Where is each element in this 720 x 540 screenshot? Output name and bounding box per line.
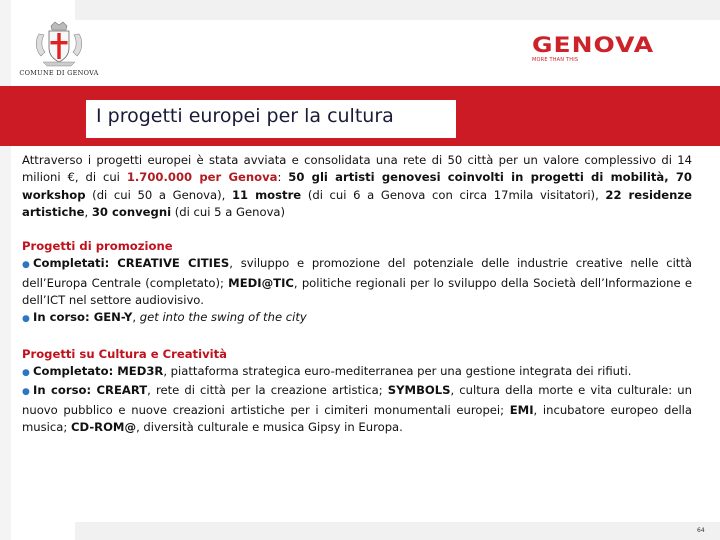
promo-bullet-2 xyxy=(22,309,692,328)
culture-b1-text: , piattaforma strategica euro-mediterranea per una gestione integrata dei rifiuti. xyxy=(163,363,632,378)
culture-bullet-2 xyxy=(22,382,692,436)
culture-b2-label2: SYMBOLS xyxy=(387,383,451,398)
coat-of-arms-icon xyxy=(33,20,85,68)
promo-b2-label: In corso: GEN-Y xyxy=(33,310,133,325)
promo-b2-italic: get into the swing of the city xyxy=(139,310,307,325)
left-decorative-strip xyxy=(0,0,11,540)
promo-heading: Progetti di promozione xyxy=(22,239,173,254)
promo-b1-text: , sviluppo e promozione del potenziale delle industrie creative nelle città dell’Europa Centrale (completato); xyxy=(22,256,692,290)
culture-bullet-1 xyxy=(22,363,692,382)
culture-b2-text: , rete di città per la creazione artistica; xyxy=(147,383,388,398)
slide-body xyxy=(22,152,692,436)
intro-amount: 1.700.000 per Genova xyxy=(126,170,278,185)
culture-b2-label: In corso: CREART xyxy=(33,383,148,398)
culture-b2-text3: , incubatore europeo della musica; xyxy=(22,402,692,434)
crest-caption: COMUNE DI GENOVA xyxy=(19,69,99,77)
intro-text-5: , xyxy=(84,204,92,219)
top-decorative-strip xyxy=(75,0,720,20)
genova-tagline: MORE THAN THIS xyxy=(532,57,579,63)
intro-shows: 11 mostre xyxy=(231,187,302,202)
intro-text-4: (di cui 6 a Genova con circa 17mila visitatori), xyxy=(301,187,606,202)
culture-b2-text2: , cultura della morte e vita culturale: un nuovo pubblico e nuove creazioni artistiche per i cimiteri monumentali europei; xyxy=(22,383,692,417)
bottom-decorative-strip xyxy=(75,522,720,540)
bullet-icon: ● xyxy=(22,314,30,325)
promo-b1-label2: MEDI@TIC xyxy=(228,275,294,290)
bullet-icon: ● xyxy=(22,367,30,378)
genova-wordmark: GENOVA xyxy=(532,32,655,57)
title-box xyxy=(86,100,456,138)
promo-bullet-1 xyxy=(22,255,692,309)
comune-di-genova-crest xyxy=(18,20,100,82)
promo-b1-text2: , politiche regionali per lo sviluppo della Società dell’Informazione e dell’ICT nel settore audiovisivo. xyxy=(22,275,692,308)
culture-heading-line xyxy=(22,346,692,363)
intro-text-2: : xyxy=(277,170,289,185)
culture-heading: Progetti su Cultura e Creatività xyxy=(22,346,227,361)
genova-logo[interactable] xyxy=(532,34,702,68)
promo-b1-label: Completati: CREATIVE CITIES xyxy=(33,256,230,271)
intro-text-3: (di cui 50 a Genova), xyxy=(85,187,232,202)
intro-text-1: Attraverso i progetti europei è stata avviata e consolidata una rete di 50 città per un valore complessivo di 14 milioni €, di cui xyxy=(22,153,692,185)
intro-text-6: (di cui 5 a Genova) xyxy=(171,204,286,219)
intro-conferences: 30 convegni xyxy=(91,204,172,219)
bullet-icon: ● xyxy=(22,387,30,398)
culture-b1-label: Completato: MED3R xyxy=(33,363,164,378)
intro-residences: 22 residenze artistiche xyxy=(22,187,693,219)
promo-b2-text: , xyxy=(132,310,140,325)
culture-b2-text4: , diversità culturale e musica Gipsy in Europa. xyxy=(136,419,403,434)
intro-paragraph xyxy=(22,152,692,221)
page-title: I progetti europei per la cultura xyxy=(96,105,394,127)
culture-b2-label3: EMI xyxy=(509,402,534,417)
intro-artists: 50 gli artisti genovesi coinvolti in progetti di mobilità, 70 workshop xyxy=(22,170,693,202)
bullet-icon: ● xyxy=(22,260,30,271)
page-number: 64 xyxy=(697,527,705,534)
culture-b2-label4: CD-ROM@ xyxy=(70,419,137,434)
promo-heading-line xyxy=(22,238,692,255)
